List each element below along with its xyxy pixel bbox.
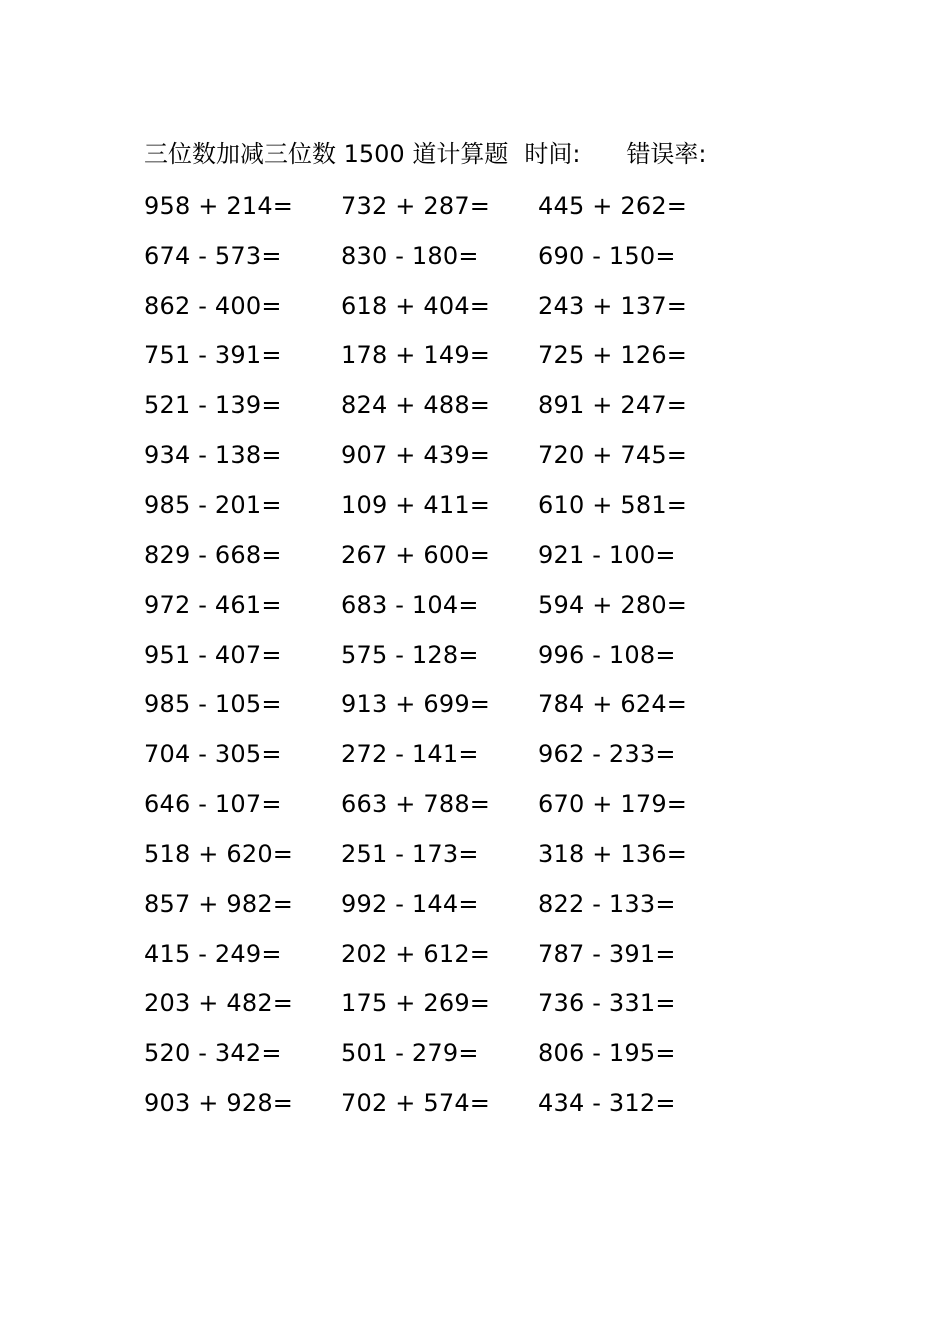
- problem-grid: [144, 181, 804, 1128]
- math-problem: 822 - 133=: [538, 889, 676, 918]
- math-problem: 518 + 620=: [144, 839, 294, 868]
- math-problem: 784 + 624=: [538, 690, 688, 719]
- math-problem: 594 + 280=: [538, 590, 688, 619]
- problem-row: [144, 281, 804, 331]
- math-problem: 934 - 138=: [144, 441, 282, 470]
- math-problem: 445 + 262=: [538, 191, 688, 220]
- math-problem: 610 + 581=: [538, 490, 688, 519]
- problem-row: [144, 181, 804, 231]
- math-problem: 318 + 136=: [538, 839, 688, 868]
- math-problem: 951 - 407=: [144, 640, 282, 669]
- math-problem: 903 + 928=: [144, 1089, 294, 1118]
- math-problem: 862 - 400=: [144, 291, 282, 320]
- math-problem: 501 - 279=: [341, 1039, 479, 1068]
- math-problem: 690 - 150=: [538, 241, 676, 270]
- math-problem: 891 + 247=: [538, 391, 688, 420]
- math-problem: 178 + 149=: [341, 341, 491, 370]
- problem-row: [144, 1028, 804, 1078]
- problem-row: [144, 1078, 804, 1128]
- math-problem: 415 - 249=: [144, 939, 282, 968]
- math-problem: 830 - 180=: [341, 241, 479, 270]
- math-problem: 787 - 391=: [538, 939, 676, 968]
- math-problem: 575 - 128=: [341, 640, 479, 669]
- math-problem: 913 + 699=: [341, 690, 491, 719]
- error-rate-label: 错误率:: [626, 139, 707, 168]
- math-problem: 109 + 411=: [341, 490, 491, 519]
- math-problem: 521 - 139=: [144, 391, 282, 420]
- problem-row: [144, 979, 804, 1029]
- math-problem: 267 + 600=: [341, 540, 491, 569]
- problem-row: [144, 630, 804, 680]
- problem-row: [144, 779, 804, 829]
- math-problem: 736 - 331=: [538, 989, 676, 1018]
- math-problem: 829 - 668=: [144, 540, 282, 569]
- problem-row: [144, 231, 804, 281]
- math-problem: 243 + 137=: [538, 291, 688, 320]
- math-problem: 985 - 105=: [144, 690, 282, 719]
- math-problem: 674 - 573=: [144, 241, 282, 270]
- math-problem: 720 + 745=: [538, 441, 688, 470]
- math-problem: 958 + 214=: [144, 191, 294, 220]
- math-problem: 704 - 305=: [144, 740, 282, 769]
- math-problem: 683 - 104=: [341, 590, 479, 619]
- problem-row: [144, 380, 804, 430]
- problem-row: [144, 729, 804, 779]
- worksheet-title: 三位数加减三位数 1500 道计算题: [144, 139, 509, 168]
- math-problem: 175 + 269=: [341, 989, 491, 1018]
- math-problem: 996 - 108=: [538, 640, 676, 669]
- math-problem: 732 + 287=: [341, 191, 491, 220]
- math-problem: 992 - 144=: [341, 889, 479, 918]
- math-problem: 751 - 391=: [144, 341, 282, 370]
- problem-row: [144, 679, 804, 729]
- worksheet-header: [144, 134, 707, 168]
- math-problem: 857 + 982=: [144, 889, 294, 918]
- math-problem: 202 + 612=: [341, 939, 491, 968]
- math-problem: 962 - 233=: [538, 740, 676, 769]
- math-problem: 618 + 404=: [341, 291, 491, 320]
- math-problem: 520 - 342=: [144, 1039, 282, 1068]
- time-label: 时间:: [524, 139, 581, 168]
- math-problem: 203 + 482=: [144, 989, 294, 1018]
- math-problem: 824 + 488=: [341, 391, 491, 420]
- problem-row: [144, 929, 804, 979]
- problem-row: [144, 829, 804, 879]
- problem-row: [144, 879, 804, 929]
- problem-row: [144, 430, 804, 480]
- math-problem: 670 + 179=: [538, 790, 688, 819]
- math-problem: 725 + 126=: [538, 341, 688, 370]
- math-problem: 806 - 195=: [538, 1039, 676, 1068]
- problem-row: [144, 530, 804, 580]
- math-problem: 646 - 107=: [144, 790, 282, 819]
- problem-row: [144, 331, 804, 381]
- math-problem: 702 + 574=: [341, 1089, 491, 1118]
- math-problem: 907 + 439=: [341, 441, 491, 470]
- math-problem: 663 + 788=: [341, 790, 491, 819]
- math-problem: 921 - 100=: [538, 540, 676, 569]
- math-problem: 434 - 312=: [538, 1089, 676, 1118]
- problem-row: [144, 580, 804, 630]
- math-problem: 985 - 201=: [144, 490, 282, 519]
- math-problem: 251 - 173=: [341, 839, 479, 868]
- problem-row: [144, 480, 804, 530]
- math-problem: 972 - 461=: [144, 590, 282, 619]
- math-problem: 272 - 141=: [341, 740, 479, 769]
